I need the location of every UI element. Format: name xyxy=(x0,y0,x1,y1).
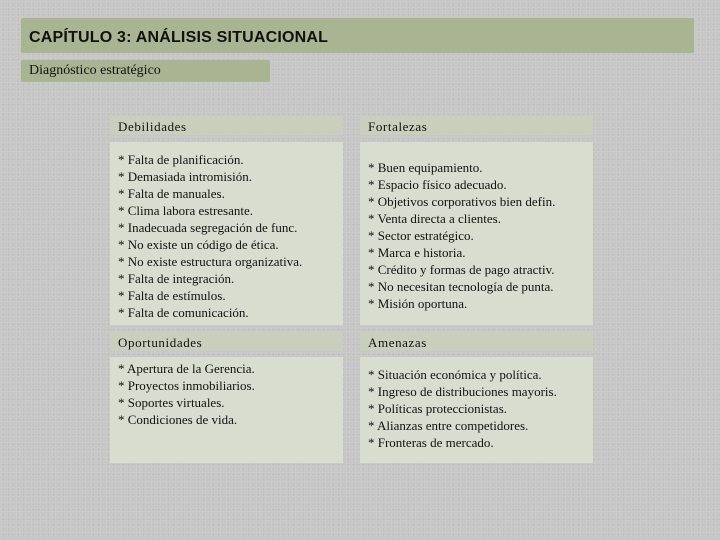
fortalezas-cell xyxy=(360,142,593,325)
debilidades-header xyxy=(110,116,343,135)
debilidades-cell xyxy=(110,142,343,325)
debilidades-title: Debilidades xyxy=(118,119,187,134)
list-item: * Políticas proteccionistas. xyxy=(368,401,508,416)
fortalezas-title: Fortalezas xyxy=(368,119,428,134)
oportunidades-cell xyxy=(110,357,343,463)
list-item: * Inadecuada segregación de func. xyxy=(118,220,298,235)
list-item: * Venta directa a clientes. xyxy=(368,211,501,226)
list-item: * Crédito y formas de pago atractiv. xyxy=(368,262,555,277)
amenazas-cell xyxy=(360,357,593,463)
page-subtitle: Diagnóstico estratégico xyxy=(29,63,161,78)
list-item: * Soportes virtuales. xyxy=(118,395,225,410)
list-item: * No necesitan tecnología de punta. xyxy=(368,279,554,294)
list-item: * Condiciones de vida. xyxy=(118,412,238,427)
list-item: * Falta de estímulos. xyxy=(118,288,226,303)
list-item: * No existe estructura organizativa. xyxy=(118,254,303,269)
list-item: * Sector estratégico. xyxy=(368,228,474,243)
list-item: * Fronteras de mercado. xyxy=(368,435,494,450)
list-item: * Objetivos corporativos bien defin. xyxy=(368,194,556,209)
list-item: * Apertura de la Gerencia. xyxy=(118,361,255,376)
list-item: * Falta de comunicación. xyxy=(118,305,249,320)
page-title: CAPÍTULO 3: ANÁLISIS SITUACIONAL xyxy=(29,28,329,46)
list-item: * Buen equipamiento. xyxy=(368,160,483,175)
list-item: * Espacio físico adecuado. xyxy=(368,177,507,192)
list-item: * Falta de planificación. xyxy=(118,152,244,167)
subtitle-bar xyxy=(21,60,270,82)
list-item: * Situación económica y política. xyxy=(368,367,542,382)
list-item: * Falta de integración. xyxy=(118,271,235,286)
list-item: * Falta de manuales. xyxy=(118,186,225,201)
oportunidades-title: Oportunidades xyxy=(118,335,203,350)
list-item: * Alianzas entre competidores. xyxy=(368,418,529,433)
list-item: * Ingreso de distribuciones mayoris. xyxy=(368,384,557,399)
list-item: * Marca e historia. xyxy=(368,245,466,260)
fortalezas-header xyxy=(360,116,593,135)
title-bar xyxy=(21,18,694,53)
list-item: * No existe un código de ética. xyxy=(118,237,279,252)
amenazas-header xyxy=(360,332,593,351)
list-item: * Misión oportuna. xyxy=(368,296,468,311)
list-item: * Clima labora estresante. xyxy=(118,203,254,218)
oportunidades-header xyxy=(110,332,343,351)
list-item: * Proyectos inmobiliarios. xyxy=(118,378,255,393)
amenazas-title: Amenazas xyxy=(368,335,427,350)
list-item: * Demasiada intromisión. xyxy=(118,169,252,184)
